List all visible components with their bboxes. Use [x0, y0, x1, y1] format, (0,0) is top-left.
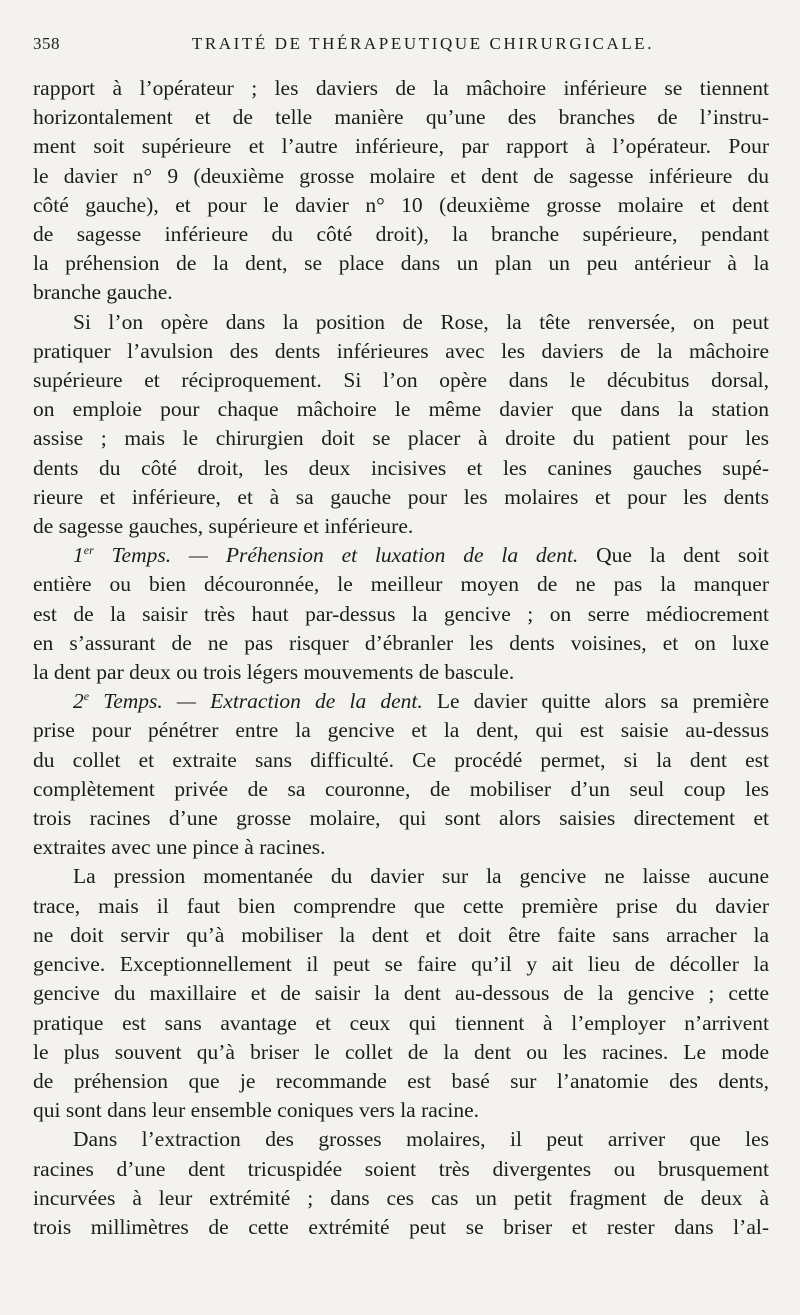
running-title: TRAITÉ DE THÉRAPEUTIQUE CHIRURGICALE.	[191, 34, 655, 53]
step-title-text: Temps. — Extraction de la dent.	[89, 689, 423, 714]
text-line: le davier n° 9 (deuxième grosse molaire et dent de sagesse inférieure du	[33, 163, 769, 188]
text-line: qui sont dans leur ensemble coniques vers la racine.	[33, 1098, 479, 1123]
text-line: du collet et extraite sans difficulté. Ce procédé permet, si la dent est	[33, 747, 769, 772]
text-line: branche gauche.	[33, 280, 173, 305]
text-line: horizontalement et de telle manière qu’une des branches de l’instru-	[33, 105, 769, 130]
text-line: racines d’une dent tricuspidée soient très divergentes ou brusquement	[33, 1156, 769, 1181]
text-line: trois racines d’une grosse molaire, qui sont alors saisies directement et	[33, 806, 769, 831]
step-title	[73, 689, 423, 713]
text-line: complètement privée de sa couronne, de mobiliser d’un seul coup les	[33, 776, 769, 801]
paragraph	[33, 862, 769, 1125]
text-line: entière ou bien découronnée, le meilleur moyen de ne pas la manquer	[33, 572, 769, 597]
text-line: pratiquer l’avulsion des dents inférieures avec les daviers de la mâchoire	[33, 338, 769, 363]
paragraph	[33, 541, 769, 687]
step-title-text: Temps. — Préhension et luxation de la dent.	[93, 543, 579, 568]
text-line: ment soit supérieure et l’autre inférieure, par rapport à l’opérateur. Pour	[33, 134, 769, 159]
text-line: trois millimètres de cette extrémité peut se briser et rester dans l’al-	[33, 1214, 769, 1239]
paragraph	[33, 74, 769, 308]
step-first-rest: Le davier quitte alors sa première	[422, 689, 769, 714]
text-line: La pression momentanée du davier sur la gencive ne laisse aucune	[73, 864, 769, 889]
step-heading-line	[33, 541, 769, 570]
step-first-rest: Que la dent soit	[578, 543, 769, 568]
text-line: rapport à l’opérateur ; les daviers de la mâchoire inférieure se tiennent	[33, 76, 769, 100]
step-ordinal: er	[83, 543, 94, 558]
text-line: de sagesse inférieure du côté droit), la branche supérieure, pendant	[33, 222, 769, 247]
text-line: rieure et inférieure, et à sa gauche pour les molaires et pour les dents	[33, 484, 769, 509]
page-number: 358	[33, 34, 60, 53]
text-line: gencive. Exceptionnellement il peut se faire qu’il y ait lieu de décoller la	[33, 952, 769, 977]
text-line: la préhension de la dent, se place dans un plan un peu antérieur à la	[33, 251, 769, 276]
paragraph	[33, 308, 769, 542]
body-text	[33, 74, 769, 1242]
text-line: la dent par deux ou trois légers mouvements de bascule.	[33, 660, 515, 685]
step-heading-line	[33, 687, 769, 716]
text-line: le plus souvent qu’à briser le collet de la dent ou les racines. Le mode	[33, 1039, 769, 1064]
text-line: dents du côté droit, les deux incisives et les canines gauches supé-	[33, 455, 769, 480]
text-line: trace, mais il faut bien comprendre que cette première prise du davier	[33, 893, 769, 918]
step-number: 2	[73, 689, 84, 714]
paragraph	[33, 1125, 769, 1242]
text-line: pratique est sans avantage et ceux qui tiennent à l’employer n’arrivent	[33, 1010, 769, 1035]
text-line: supérieure et réciproquement. Si l’on opère dans le décubitus dorsal,	[33, 368, 769, 393]
text-line: est de la saisir très haut par-dessus la gencive ; on serre médiocrement	[33, 601, 769, 626]
step-title	[73, 543, 578, 567]
text-line: de préhension que je recommande est basé sur l’anatomie des dents,	[33, 1068, 769, 1093]
page-header	[33, 34, 773, 60]
text-line: Si l’on opère dans la position de Rose, la tête renversée, on peut	[73, 309, 769, 334]
text-line: en s’assurant de ne pas risquer d’ébranler les dents voisines, et on luxe	[33, 630, 769, 655]
step-number: 1	[73, 543, 84, 568]
step-ordinal: e	[83, 689, 90, 704]
paragraph	[33, 687, 769, 862]
text-line: de sagesse gauches, supérieure et inférieure.	[33, 514, 414, 539]
text-line: côté gauche), et pour le davier n° 10 (deuxième grosse molaire et dent	[33, 192, 769, 217]
text-line: Dans l’extraction des grosses molaires, il peut arriver que les	[73, 1127, 769, 1152]
text-line: prise pour pénétrer entre la gencive et la dent, qui est saisie au-dessus	[33, 718, 769, 743]
text-line: incurvées à leur extrémité ; dans ces cas un petit fragment de deux à	[33, 1185, 769, 1210]
text-line: ne doit servir qu’à mobiliser la dent et doit être faite sans arracher la	[33, 922, 769, 947]
text-line: gencive du maxillaire et de saisir la dent au-dessous de la gencive ; cette	[33, 981, 769, 1006]
text-line: extraites avec une pince à racines.	[33, 835, 326, 860]
text-line: on emploie pour chaque mâchoire le même davier que dans la station	[33, 397, 769, 422]
text-line: assise ; mais le chirurgien doit se placer à droite du patient pour les	[33, 426, 769, 451]
